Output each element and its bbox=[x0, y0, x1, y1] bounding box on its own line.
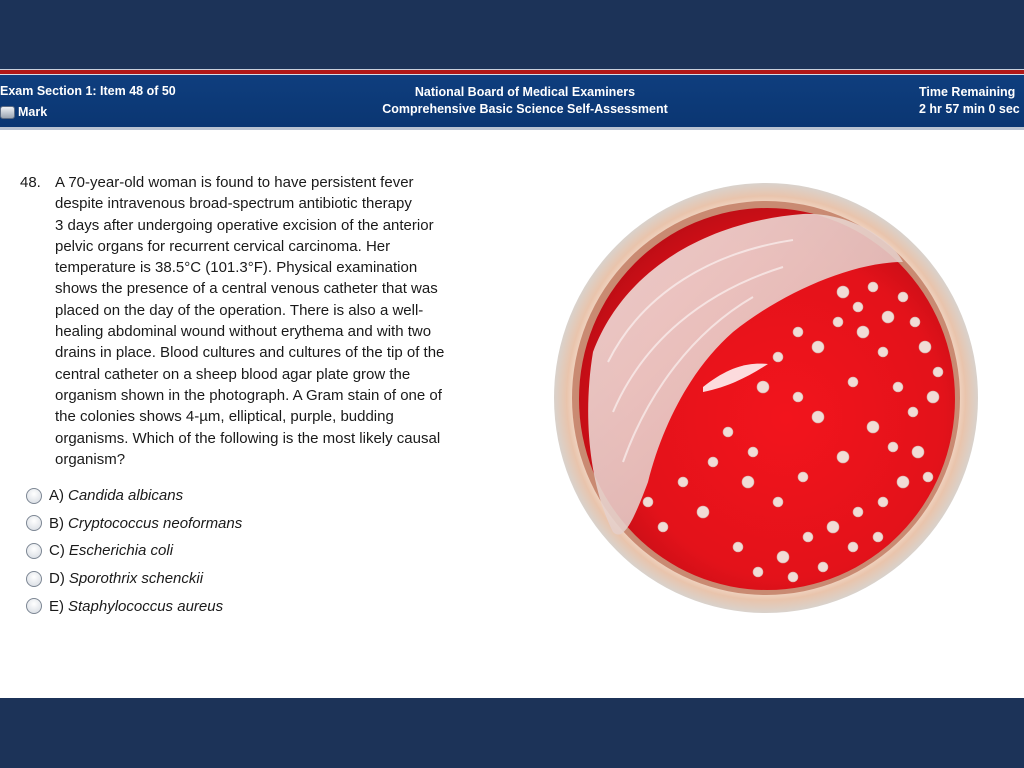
question-line: organism shown in the photograph. A Gram stain of one of bbox=[55, 386, 442, 404]
mark-checkbox[interactable] bbox=[0, 105, 47, 119]
choice-text: Sporothrix schenckii bbox=[68, 570, 204, 588]
choice-letter: E) bbox=[49, 597, 64, 615]
choice-b[interactable] bbox=[26, 510, 242, 538]
item-counter: Exam Section 1: Item 48 of 50 bbox=[0, 84, 176, 98]
exam-title-block bbox=[360, 84, 690, 118]
choice-letter: B) bbox=[49, 514, 64, 532]
choice-text: Cryptococcus neoformans bbox=[68, 514, 243, 532]
time-label: Time Remaining bbox=[919, 85, 1016, 99]
radio-button-icon[interactable] bbox=[26, 571, 42, 587]
question-number: 48. bbox=[20, 174, 41, 191]
question-stem bbox=[20, 172, 520, 470]
question-line: organism? bbox=[55, 450, 126, 468]
bottom-band bbox=[0, 698, 1024, 768]
question-line: central catheter on a sheep blood agar plate grow the bbox=[55, 365, 411, 383]
radio-button-icon[interactable] bbox=[26, 515, 42, 531]
time-value: 2 hr 57 min 0 sec bbox=[919, 102, 1020, 116]
exam-title: Comprehensive Basic Science Self-Assessment bbox=[382, 102, 668, 116]
choice-text: Escherichia coli bbox=[68, 542, 174, 560]
choice-text: Staphylococcus aureus bbox=[68, 597, 224, 615]
question-line: organisms. Which of the following is the most likely causal bbox=[55, 429, 441, 447]
question-line: temperature is 38.5°C (101.3°F). Physical examination bbox=[55, 259, 418, 277]
question-line: placed on the day of the operation. There is also a well- bbox=[55, 301, 424, 319]
choice-a[interactable] bbox=[26, 482, 242, 510]
question-line: the colonies shows 4-µm, elliptical, purple, budding bbox=[55, 408, 394, 426]
choice-c[interactable] bbox=[26, 537, 242, 565]
question-line: pelvic organs for recurrent cervical carcinoma. Her bbox=[55, 237, 391, 255]
timer bbox=[919, 84, 1020, 118]
answer-choices bbox=[26, 482, 242, 620]
radio-button-icon[interactable] bbox=[26, 598, 42, 614]
choice-text: Candida albicans bbox=[68, 487, 184, 505]
radio-button-icon[interactable] bbox=[26, 488, 42, 504]
question-line: shows the presence of a central venous catheter that was bbox=[55, 280, 438, 298]
question-text bbox=[55, 172, 520, 470]
choice-d[interactable] bbox=[26, 565, 242, 593]
question-line: 3 days after undergoing operative excision of the anterior bbox=[55, 216, 434, 234]
exam-header bbox=[0, 75, 1024, 130]
choice-letter: D) bbox=[49, 570, 65, 588]
choice-e[interactable] bbox=[26, 592, 242, 620]
blood-agar-plate-photo bbox=[553, 182, 978, 614]
question-line: despite intravenous broad-spectrum antibiotic therapy bbox=[55, 195, 412, 213]
radio-button-icon[interactable] bbox=[26, 543, 42, 559]
question-line: drains in place. Blood cultures and cultures of the tip of the bbox=[55, 344, 445, 362]
checkbox-icon[interactable] bbox=[0, 106, 15, 119]
org-title: National Board of Medical Examiners bbox=[414, 85, 636, 99]
choice-letter: A) bbox=[49, 487, 64, 505]
mark-label: Mark bbox=[18, 105, 48, 119]
choice-letter: C) bbox=[49, 542, 65, 560]
question-line: healing abdominal wound without erythema and with two bbox=[55, 323, 432, 341]
question-line: A 70-year-old woman is found to have persistent fever bbox=[55, 174, 414, 191]
top-band bbox=[0, 0, 1024, 69]
